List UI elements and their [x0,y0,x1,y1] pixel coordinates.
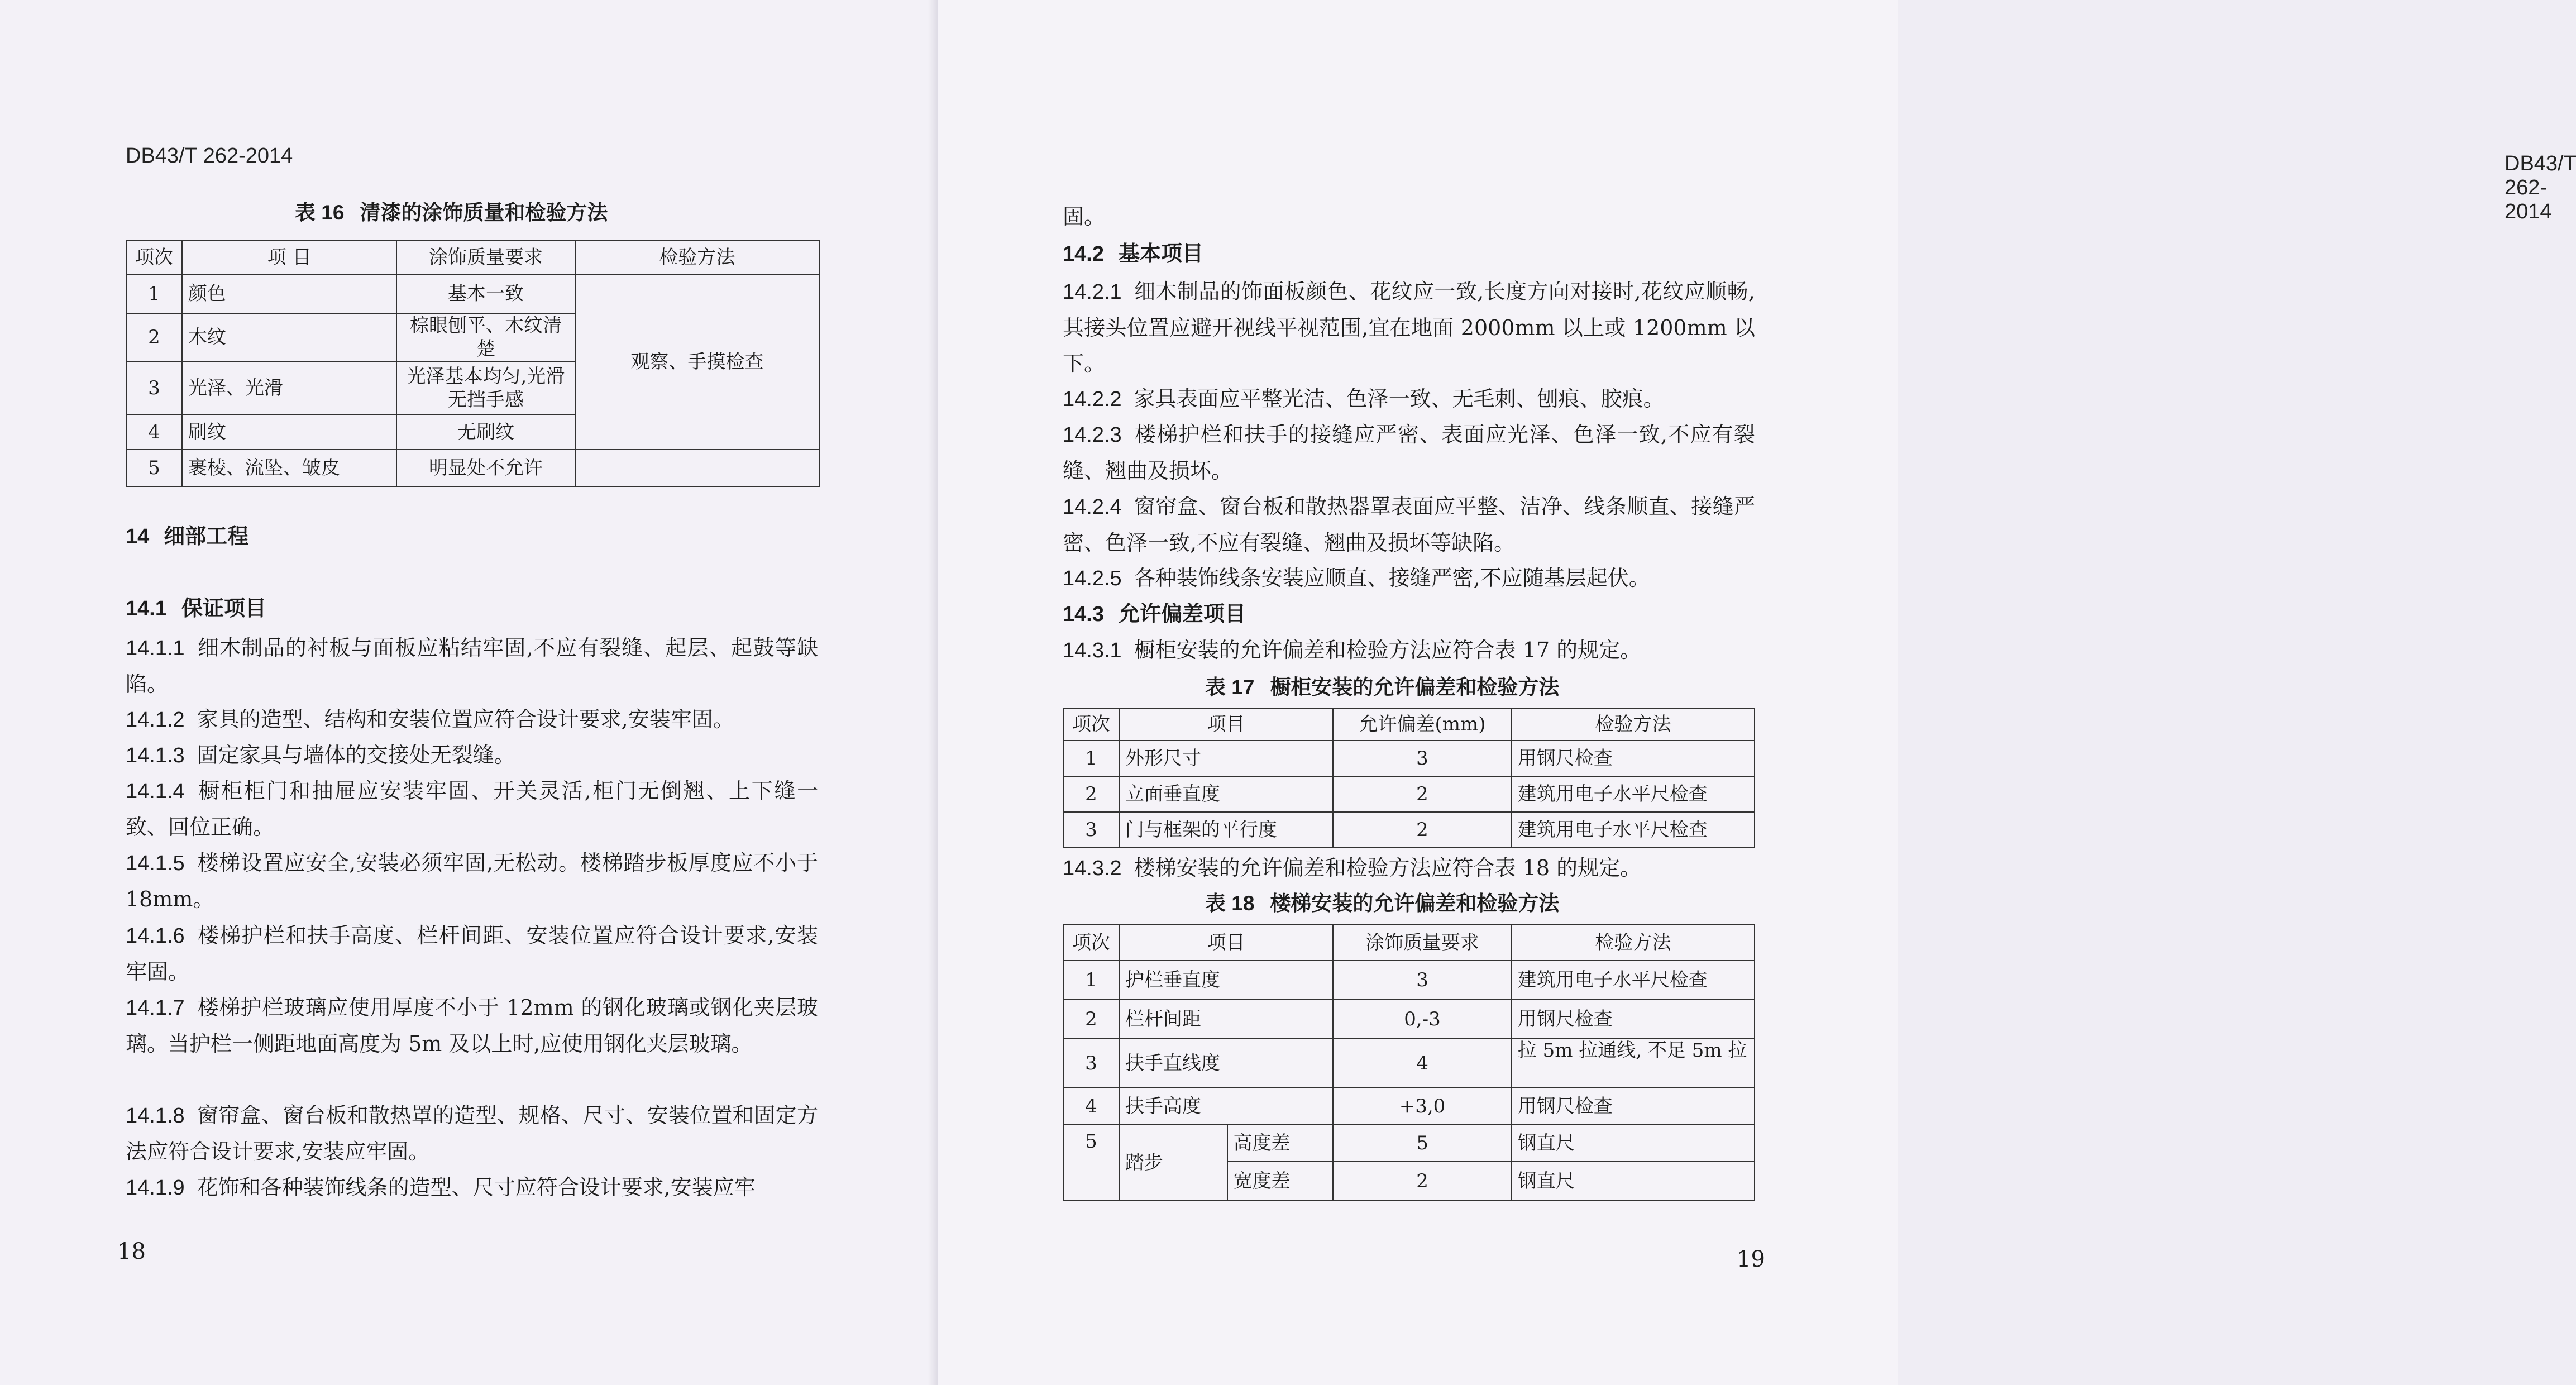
clause-text: 楼梯护栏和扶手的接缝应严密、表面应光泽、色泽一致,不应有裂缝、翘曲及损坏。 [1063,422,1755,483]
table18-cell-method: 拉 5m 拉通线, 不足 5m 拉 [1512,1039,1755,1088]
table18-cell-item: 扶手直线度 [1119,1039,1333,1088]
clause-14-2-5 [1063,560,1755,596]
clause-14-1-7 [126,990,818,1062]
clause-text: 楼梯设置应安全,安装必须牢固,无松动。楼梯踏步板厚度应不小于 18mm。 [126,851,818,911]
table17-caption-title: 橱柜安装的允许偏差和检验方法 [1270,675,1560,699]
clause-text: 窗帘盒、窗台板和散热罩的造型、规格、尺寸、安装位置和固定方法应符合设计要求,安装应牢固。 [126,1103,818,1164]
table18-cell-no: 3 [1063,1039,1119,1088]
table16-cell-item: 裹棱、流坠、皱皮 [182,450,396,486]
clause-number: 14.1.2 [126,708,185,732]
table17-header-cell: 项目 [1119,708,1333,741]
table18-cell-val: 3 [1333,961,1512,1000]
table17-caption [1205,673,1559,701]
table16 [126,240,820,487]
table16-cell-item: 刷纹 [182,415,396,450]
section-title: 允许偏差项目 [1118,601,1246,626]
table18 [1063,924,1755,1201]
table-row [1063,1088,1755,1125]
table18-header-cell: 项目 [1119,925,1333,961]
clause-number: 14.3.2 [1063,857,1122,880]
table16-cell-item: 光泽、光滑 [182,361,396,415]
page-header-left: DB43/T 262-2014 [126,144,293,168]
table17-header-cell: 项次 [1063,708,1119,741]
clause-14-2-2 [1063,381,1755,417]
clause-number: 14.1.1 [126,637,185,660]
table18-cell-val: 5 [1333,1125,1512,1162]
table18-cell-no: 5 [1063,1125,1119,1201]
section-heading-14 [126,518,248,555]
left-page [0,0,938,1385]
table16-header-cell: 涂饰质量要求 [396,241,575,274]
clause-number: 14.1.8 [126,1104,185,1128]
clause-number: 14.1.4 [126,780,185,803]
clause-text: 细木制品的饰面板颜色、花纹应一致,长度方向对接时,花纹应顺畅,其接头位置应避开视线平视范围,宜在地面 2000mm 以上或 1200mm 以下。 [1063,279,1755,376]
table-row [1063,741,1755,776]
clause-text: 橱柜安装的允许偏差和检验方法应符合表 17 的规定。 [1134,638,1642,662]
table17-cell-method: 用钢尺检查 [1512,741,1755,776]
section-heading-14-1 [126,590,266,627]
table17-cell-val: 2 [1333,776,1512,812]
table17-cell-item: 立面垂直度 [1119,776,1333,812]
clause-14-2-4 [1063,489,1755,561]
table17-caption-number: 表 17 [1205,676,1255,699]
clause-text: 细木制品的衬板与面板应粘结牢固,不应有裂缝、起层、起鼓等缺陷。 [126,636,818,696]
table18-cell-val: 2 [1333,1162,1512,1201]
clause-number: 14.1.6 [126,924,185,948]
table16-cell-empty [575,450,819,486]
clause-number: 14.1.5 [126,852,185,875]
section-number: 14.2 [1063,242,1104,266]
table18-cell-val: +3,0 [1333,1088,1512,1125]
clause-text: 窗帘盒、窗台板和散热器罩表面应平整、洁净、线条顺直、接缝严密、色泽一致,不应有裂缝、翘曲及损坏等缺陷。 [1063,494,1755,555]
table17-cell-val: 3 [1333,741,1512,776]
clause-text: 各种装饰线条安装应顺直、接缝严密,不应随基层起伏。 [1134,566,1650,590]
table16-cell-req: 无刷纹 [396,415,575,450]
clause-14-1-6 [126,918,818,990]
table-row [1063,1125,1755,1162]
table18-header-row [1063,925,1755,961]
table17-cell-no: 2 [1063,776,1119,812]
clause-14-2-1 [1063,274,1755,381]
clause-14-1-5 [126,845,818,917]
table18-cell-method: 建筑用电子水平尺检查 [1512,961,1755,1000]
clause-text: 家具的造型、结构和安装位置应符合设计要求,安装牢固。 [197,707,734,732]
table17-cell-item: 门与框架的平行度 [1119,812,1333,848]
clause-number: 14.2.3 [1063,423,1122,447]
table17-cell-method: 建筑用电子水平尺检查 [1512,812,1755,848]
table-row [1063,812,1755,848]
clause-number: 14.1.7 [126,996,185,1020]
table16-cell-req: 光泽基本均匀,光滑无挡手感 [396,361,575,415]
table18-cell-val: 4 [1333,1039,1512,1088]
table-row [1063,776,1755,812]
table16-cell-no: 1 [126,274,182,313]
table18-cell-method: 钢直尺 [1512,1162,1755,1201]
table16-caption [295,198,608,227]
section-heading-14-2 [1063,236,1203,272]
table17-header-cell: 允许偏差(mm) [1333,708,1512,741]
continuation-text: 固。 [1063,204,1106,229]
table17-cell-method: 建筑用电子水平尺检查 [1512,776,1755,812]
table18-cell-item: 栏杆间距 [1119,1000,1333,1039]
table16-cell-no: 4 [126,415,182,450]
table16-cell-req: 棕眼刨平、木纹清楚 [396,313,575,361]
clause-14-1-2 [126,701,818,738]
table16-cell-no: 5 [126,450,182,486]
table18-caption-number: 表 18 [1205,892,1255,915]
page-header-right: DB43/T 262-2014 [2505,152,2576,223]
table17-header-cell: 检验方法 [1512,708,1755,741]
table16-cell-item: 颜色 [182,274,396,313]
table18-cell-method: 用钢尺检查 [1512,1000,1755,1039]
table16-cell-method: 观察、手摸检查 [575,274,819,450]
table18-cell-val: 0,-3 [1333,1000,1512,1039]
table16-header-cell: 项次 [126,241,182,274]
table18-cell-item: 扶手高度 [1119,1088,1333,1125]
table18-cell-subitem: 高度差 [1227,1125,1334,1162]
clause-text: 楼梯护栏玻璃应使用厚度不小于 12mm 的钢化玻璃或钢化夹层玻璃。当护栏一侧距地面高度为 5m 及以上时,应使用钢化夹层玻璃。 [126,995,818,1056]
table18-header-cell: 检验方法 [1512,925,1755,961]
section-number: 14.1 [126,597,167,620]
clause-14-3-2 [1063,850,1755,886]
section-number: 14 [126,525,150,548]
table-row [1063,1039,1755,1088]
table16-cell-req: 明显处不允许 [396,450,575,486]
clause-14-1-9 [126,1169,818,1206]
clause-number: 14.2.4 [1063,495,1122,519]
table-row [126,450,819,486]
table17-cell-no: 3 [1063,812,1119,848]
table16-caption-number: 表 16 [295,201,345,224]
table18-cell-subitem: 宽度差 [1227,1162,1334,1201]
table18-cell-method: 用钢尺检查 [1512,1088,1755,1125]
clause-number: 14.1.3 [126,744,185,767]
table18-cell-method: 钢直尺 [1512,1125,1755,1162]
table18-cell-no: 2 [1063,1000,1119,1039]
table16-header-row [126,241,819,274]
page-number-right: 19 [1737,1246,1765,1272]
table16-header-cell: 项 目 [182,241,396,274]
table17-cell-val: 2 [1333,812,1512,848]
clause-14-3-1 [1063,632,1755,668]
table18-cell-no: 1 [1063,961,1119,1000]
table17-cell-no: 1 [1063,741,1119,776]
table18-cell-no: 4 [1063,1088,1119,1125]
section-title: 保证项目 [181,595,266,620]
table18-caption [1205,889,1559,918]
clause-text: 固定家具与墙体的交接处无裂缝。 [197,743,515,767]
table17-header-row [1063,708,1755,741]
table17 [1063,708,1755,848]
table16-cell-req: 基本一致 [396,274,575,313]
section-heading-14-3 [1063,596,1246,632]
table-row [1063,961,1755,1000]
table16-caption-title: 清漆的涂饰质量和检验方法 [360,200,608,225]
clause-14-1-4 [126,773,818,845]
table-row [1063,1000,1755,1039]
clause-14-1-3 [126,737,818,773]
table18-header-cell: 项次 [1063,925,1119,961]
clause-number: 14.3.1 [1063,639,1122,662]
section-title: 细部工程 [164,523,249,548]
clause-number: 14.2.5 [1063,567,1122,590]
clause-14-2-3 [1063,417,1755,489]
section-title: 基本项目 [1118,241,1203,266]
table17-cell-item: 外形尺寸 [1119,741,1333,776]
clause-text: 楼梯护栏和扶手高度、栏杆间距、安装位置应符合设计要求,安装牢固。 [126,923,818,984]
table16-header-cell: 检验方法 [575,241,819,274]
section-number: 14.3 [1063,603,1104,626]
clause-text: 楼梯安装的允许偏差和检验方法应符合表 18 的规定。 [1134,856,1642,880]
clause-number: 14.2.1 [1063,280,1122,304]
table-row [126,274,819,313]
table18-cell-item: 护栏垂直度 [1119,961,1333,1000]
clause-text: 家具表面应平整光洁、色泽一致、无毛刺、刨痕、胶痕。 [1134,386,1665,411]
clause-number: 14.1.9 [126,1176,185,1200]
clause-text: 花饰和各种装饰线条的造型、尺寸应符合设计要求,安装应牢 [197,1175,756,1200]
clause-number: 14.2.2 [1063,388,1122,411]
clause-14-1-8 [126,1097,818,1169]
table18-cell-item: 踏步 [1119,1125,1227,1201]
clause-14-1-1 [126,630,818,702]
clause-text: 橱柜柜门和抽屉应安装牢固、开关灵活,柜门无倒翘、上下缝一致、回位正确。 [126,779,818,839]
table16-cell-no: 3 [126,361,182,415]
table16-cell-item: 木纹 [182,313,396,361]
table18-caption-title: 楼梯安装的允许偏差和检验方法 [1270,891,1560,915]
right-page [938,0,2576,1385]
page-number-left: 18 [117,1239,146,1264]
table16-cell-no: 2 [126,313,182,361]
table18-header-cell: 涂饰质量要求 [1333,925,1512,961]
